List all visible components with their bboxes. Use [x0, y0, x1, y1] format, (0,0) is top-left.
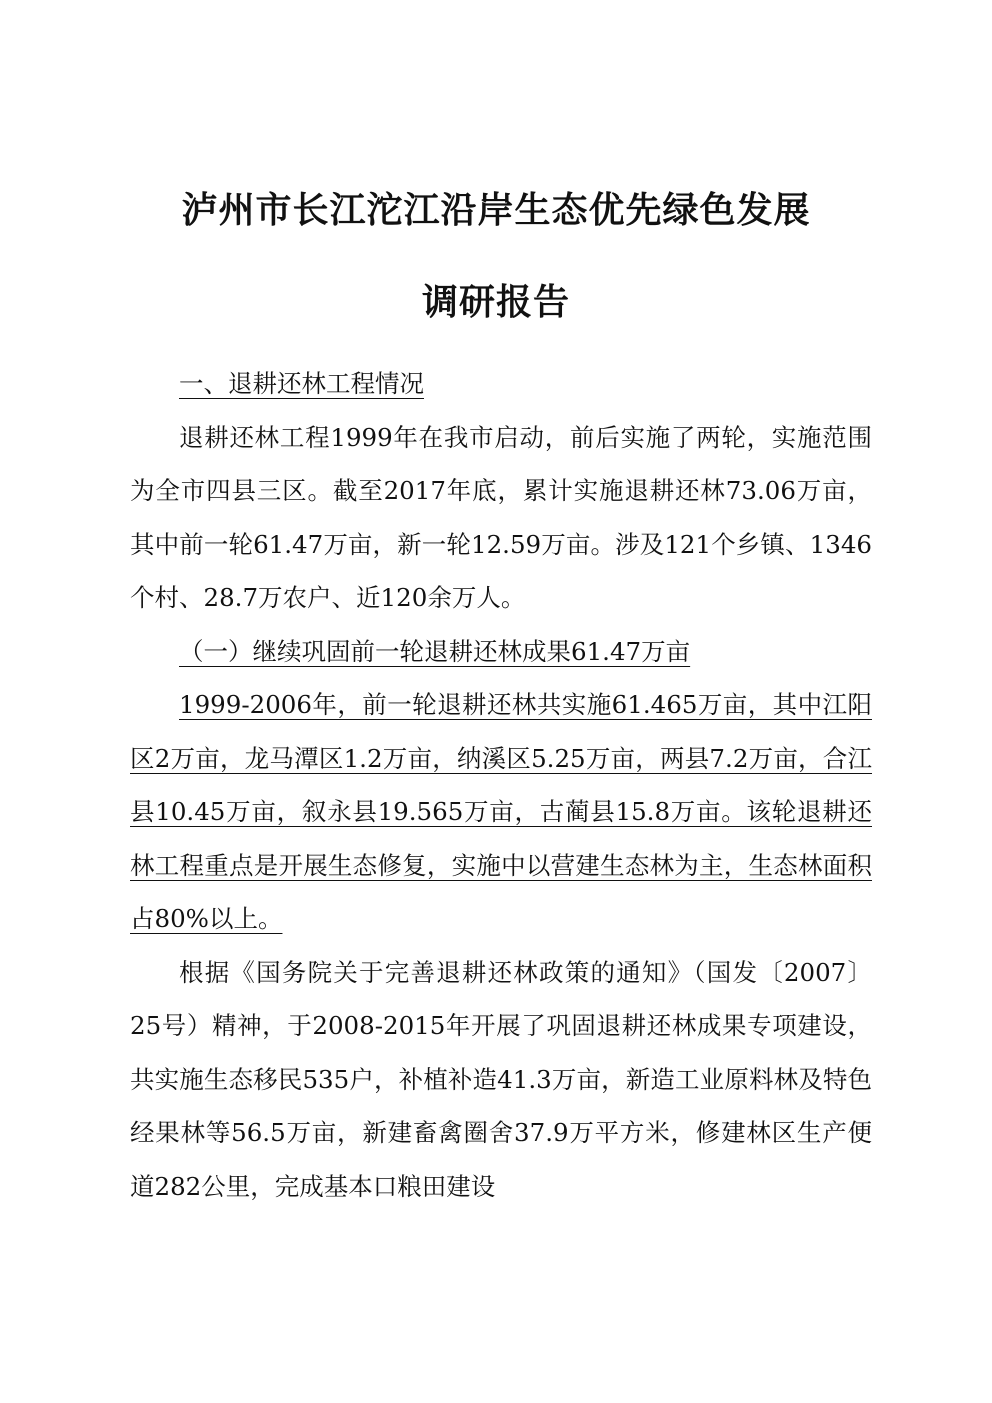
paragraph-2 — [130, 678, 872, 946]
document-body — [130, 357, 872, 1213]
paragraph-2-text: 1999-2006年，前一轮退耕还林共实施61.465万亩，其中江阳区2万亩，龙马潭区1.2万亩，纳溪区5.25万亩，两县7.2万亩，合江县10.45万亩，叙永县19.565万亩，古蔺县15.8万亩。该轮退耕还林工程重点是开展生态修复，实施中以营建生态林为主，生态林面积占80%以上。 — [130, 690, 872, 933]
subsection1-heading-text: （一）继续巩固前一轮退耕还林成果61.47万亩 — [179, 636, 691, 666]
section1-heading — [130, 357, 872, 411]
subsection1-heading — [130, 625, 872, 679]
section1-heading-text: 一、退耕还林工程情况 — [179, 369, 424, 398]
paragraph-1: 退耕还林工程1999年在我市启动，前后实施了两轮，实施范围为全市四县三区。截至2017年底，累计实施退耕还林73.06万亩，其中前一轮61.47万亩，新一轮12.59万亩。涉及121个乡镇、1346个村、28.7万农户、近120余万人。 — [130, 422, 872, 612]
document-title-line2: 调研报告 — [421, 282, 570, 323]
document-title-line1: 泸州市长江沱江沿岸生态优先绿色发展 — [181, 190, 811, 231]
paragraph-3: 根据《国务院关于完善退耕还林政策的通知》（国发〔2007〕25号）精神，于2008-2015年开展了巩固退耕还林成果专项建设，共实施生态移民535户，补植补造41.3万亩，新造工业原料林及特色经果林等56.5万亩，新建畜禽圈舍37.9万平方米，修建林区生产便道282公里，完成基本口粮田建设 — [130, 957, 872, 1201]
